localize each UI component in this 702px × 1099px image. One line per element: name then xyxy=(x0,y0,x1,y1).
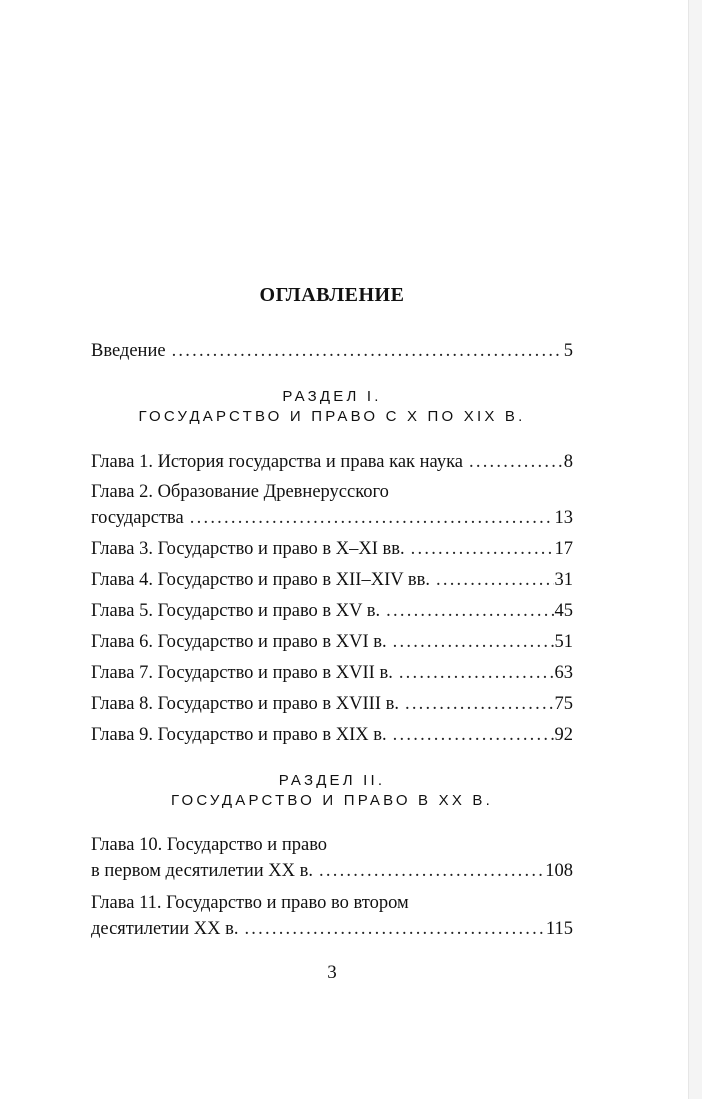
toc-entry-chapter-10-line1[interactable] xyxy=(91,834,573,856)
toc-entry-label: Глава 10. Государство и право xyxy=(91,835,328,855)
leader-dots xyxy=(393,631,554,653)
toc-entry-label: государства xyxy=(91,508,184,528)
toc-entry-label: в первом десятилетии XX в. xyxy=(91,861,314,881)
toc-entry-chapter-11-line2[interactable] xyxy=(91,918,573,940)
toc-entry-page: 8 xyxy=(563,452,573,472)
toc-entry-page: 31 xyxy=(554,570,573,590)
toc-entry-label: Глава 6. Государство и право в XVI в. xyxy=(91,632,387,652)
section-heading-1 xyxy=(0,387,664,427)
toc-entry-page: 17 xyxy=(554,539,573,559)
toc-entry-page: 45 xyxy=(554,601,573,621)
toc-entry-page: 63 xyxy=(554,663,573,683)
toc-entry-chapter-10-line2[interactable] xyxy=(91,860,573,882)
toc-entry-page: 108 xyxy=(545,861,573,881)
section-number: РАЗДЕЛ I. xyxy=(282,388,382,405)
leader-dots xyxy=(190,507,554,529)
toc-entry-label: Глава 9. Государство и право в XIX в. xyxy=(91,725,387,745)
toc-entry-label: Глава 2. Образование Древнерусского xyxy=(91,482,389,502)
toc-entry-chapter-9[interactable] xyxy=(91,724,573,746)
toc-entry-page: 115 xyxy=(545,919,573,939)
toc-entry-chapter-1[interactable] xyxy=(91,451,573,473)
section-title: ГОСУДАРСТВО И ПРАВО С X ПО XIX В. xyxy=(138,408,526,425)
leader-dots xyxy=(393,724,554,746)
toc-entry-label: Введение xyxy=(91,341,166,361)
toc-entry-chapter-5[interactable] xyxy=(91,600,573,622)
leader-dots xyxy=(244,918,544,940)
leader-dots xyxy=(405,693,554,715)
toc-entry-page: 5 xyxy=(563,341,573,361)
toc-entry-chapter-3[interactable] xyxy=(91,538,573,560)
toc-entry-label: Глава 3. Государство и право в X–XI вв. xyxy=(91,539,405,559)
section-heading-2 xyxy=(0,771,664,811)
toc-entry-label: Глава 5. Государство и право в XV в. xyxy=(91,601,381,621)
page-number: 3 xyxy=(327,962,337,983)
leader-dots xyxy=(319,860,544,882)
toc-entry-chapter-6[interactable] xyxy=(91,631,573,653)
leader-dots xyxy=(469,451,563,473)
toc-entry-page: 75 xyxy=(554,694,573,714)
section-number: РАЗДЕЛ II. xyxy=(278,772,386,789)
toc-entry-page: 92 xyxy=(554,725,573,745)
leader-dots xyxy=(436,569,554,591)
toc-entry-page: 13 xyxy=(554,508,573,528)
toc-entry-chapter-4[interactable] xyxy=(91,569,573,591)
toc-entry-label: Глава 1. История государства и права как наука xyxy=(91,452,463,472)
toc-entry-chapter-11-line1[interactable] xyxy=(91,892,573,914)
toc-entry-label: Глава 7. Государство и право в XVII в. xyxy=(91,663,393,683)
toc-entry-chapter-7[interactable] xyxy=(91,662,573,684)
toc-entry-chapter-2-line1[interactable] xyxy=(91,481,573,503)
section-title: ГОСУДАРСТВО И ПРАВО В XX В. xyxy=(171,792,493,809)
toc-entry-label: Глава 8. Государство и право в XVIII в. xyxy=(91,694,399,714)
toc-title: ОГЛАВЛЕНИЕ xyxy=(259,284,405,306)
page-edge xyxy=(688,0,702,1099)
leader-dots xyxy=(386,600,553,622)
toc-entry-page: 51 xyxy=(554,632,573,652)
leader-dots xyxy=(172,340,563,362)
toc-entry-chapter-2-line2[interactable] xyxy=(91,507,573,529)
toc-entry-label: Глава 4. Государство и право в XII–XIV вв. xyxy=(91,570,430,590)
toc-entry-intro[interactable] xyxy=(91,340,573,362)
leader-dots xyxy=(399,662,554,684)
toc-entry-label: десятилетии XX в. xyxy=(91,919,239,939)
toc-entry-label: Глава 11. Государство и право во втором xyxy=(91,893,409,913)
leader-dots xyxy=(411,538,554,560)
toc-entry-chapter-8[interactable] xyxy=(91,693,573,715)
